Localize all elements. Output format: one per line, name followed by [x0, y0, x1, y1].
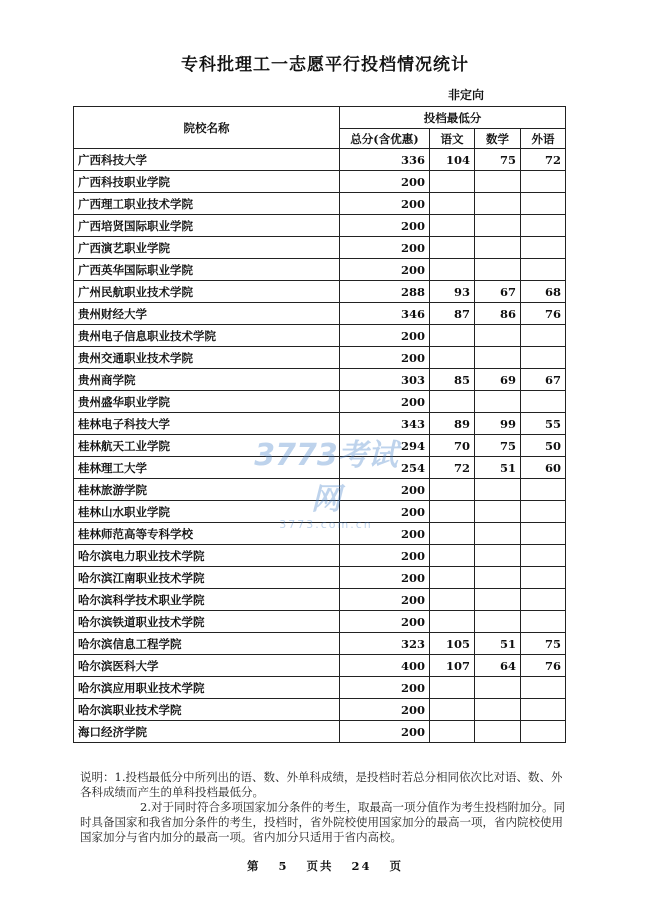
- math-score-cell: 51: [475, 633, 521, 655]
- foreign-score-cell: [521, 391, 566, 413]
- watermark-url: 3773.com.cn: [279, 518, 373, 531]
- total-score-cell: 200: [340, 523, 430, 545]
- total-score-cell: 200: [340, 611, 430, 633]
- footer-total-pages: 24: [351, 859, 372, 873]
- total-score-cell: 200: [340, 325, 430, 347]
- note-1: 说明：1.投档最低分中所列出的语、数、外单科成绩，是投档时若总分相同依次比对语、数、外各科成绩而产生的单科投档最低分。: [80, 770, 563, 799]
- school-name-cell: 贵州盛华职业学院: [74, 391, 340, 413]
- math-score-cell: 75: [475, 435, 521, 457]
- foreign-score-cell: [521, 611, 566, 633]
- chinese-score-cell: [430, 237, 475, 259]
- chinese-score-cell: [430, 589, 475, 611]
- foreign-score-cell: 72: [521, 149, 566, 171]
- school-name-cell: 贵州交通职业技术学院: [74, 347, 340, 369]
- table-row: [74, 391, 566, 413]
- chinese-score-cell: [430, 193, 475, 215]
- foreign-score-cell: [521, 677, 566, 699]
- total-score-cell: 323: [340, 633, 430, 655]
- math-score-cell: [475, 567, 521, 589]
- foreign-score-cell: [521, 347, 566, 369]
- table-row: [74, 545, 566, 567]
- total-score-cell: 336: [340, 149, 430, 171]
- table-row: [74, 193, 566, 215]
- foreign-score-cell: 75: [521, 633, 566, 655]
- table-row: [74, 237, 566, 259]
- total-score-cell: 294: [340, 435, 430, 457]
- chinese-score-cell: [430, 611, 475, 633]
- school-name-cell: 贵州电子信息职业技术学院: [74, 325, 340, 347]
- math-score-cell: 51: [475, 457, 521, 479]
- total-score-cell: 200: [340, 501, 430, 523]
- table-row: [74, 369, 566, 391]
- math-score-cell: [475, 171, 521, 193]
- chinese-score-cell: [430, 325, 475, 347]
- table-row: [74, 699, 566, 721]
- chinese-score-cell: [430, 347, 475, 369]
- foreign-score-cell: [521, 721, 566, 743]
- header-school-name: 院校名称: [74, 107, 340, 149]
- foreign-score-cell: [521, 193, 566, 215]
- school-name-cell: 哈尔滨科学技术职业学院: [74, 589, 340, 611]
- foreign-score-cell: 76: [521, 303, 566, 325]
- foreign-score-cell: [521, 171, 566, 193]
- chinese-score-cell: 89: [430, 413, 475, 435]
- table-row: [74, 611, 566, 633]
- foreign-score-cell: [521, 215, 566, 237]
- chinese-score-cell: [430, 215, 475, 237]
- table-row: [74, 655, 566, 677]
- table-row: [74, 325, 566, 347]
- foreign-score-cell: [521, 523, 566, 545]
- foreign-score-cell: 50: [521, 435, 566, 457]
- math-score-cell: [475, 501, 521, 523]
- foreign-score-cell: [521, 259, 566, 281]
- total-score-cell: 200: [340, 237, 430, 259]
- math-score-cell: 64: [475, 655, 521, 677]
- chinese-score-cell: 72: [430, 457, 475, 479]
- math-score-cell: [475, 721, 521, 743]
- footer-page-number: 5: [278, 859, 289, 873]
- math-score-cell: [475, 589, 521, 611]
- math-score-cell: 69: [475, 369, 521, 391]
- chinese-score-cell: 93: [430, 281, 475, 303]
- school-name-cell: 广州民航职业技术学院: [74, 281, 340, 303]
- school-name-cell: 桂林航天工业学院: [74, 435, 340, 457]
- table-row: [74, 215, 566, 237]
- table-row: [74, 303, 566, 325]
- foreign-score-cell: 67: [521, 369, 566, 391]
- header-foreign: 外语: [521, 129, 566, 149]
- chinese-score-cell: 105: [430, 633, 475, 655]
- chinese-score-cell: [430, 259, 475, 281]
- total-score-cell: 200: [340, 259, 430, 281]
- foreign-score-cell: 55: [521, 413, 566, 435]
- math-score-cell: [475, 215, 521, 237]
- math-score-cell: [475, 325, 521, 347]
- chinese-score-cell: [430, 479, 475, 501]
- total-score-cell: 200: [340, 589, 430, 611]
- chinese-score-cell: [430, 391, 475, 413]
- table-row: [74, 501, 566, 523]
- math-score-cell: 75: [475, 149, 521, 171]
- chinese-score-cell: 87: [430, 303, 475, 325]
- chinese-score-cell: 107: [430, 655, 475, 677]
- footer-prefix: 第: [246, 859, 261, 873]
- table-row: [74, 347, 566, 369]
- footer-suffix: 页: [389, 859, 404, 873]
- total-score-cell: 288: [340, 281, 430, 303]
- math-score-cell: 86: [475, 303, 521, 325]
- table-row: [74, 633, 566, 655]
- table-row: [74, 149, 566, 171]
- math-score-cell: [475, 677, 521, 699]
- chinese-score-cell: [430, 523, 475, 545]
- total-score-cell: 303: [340, 369, 430, 391]
- table-row: [74, 721, 566, 743]
- table-row: [74, 281, 566, 303]
- total-score-cell: 400: [340, 655, 430, 677]
- header-total: 总分(含优惠): [340, 129, 430, 149]
- table-row: [74, 567, 566, 589]
- school-name-cell: 桂林师范高等专科学校: [74, 523, 340, 545]
- chinese-score-cell: [430, 721, 475, 743]
- math-score-cell: 99: [475, 413, 521, 435]
- total-score-cell: 200: [340, 721, 430, 743]
- table-row: [74, 171, 566, 193]
- foreign-score-cell: [521, 501, 566, 523]
- school-name-cell: 哈尔滨江南职业技术学院: [74, 567, 340, 589]
- chinese-score-cell: 104: [430, 149, 475, 171]
- foreign-score-cell: 68: [521, 281, 566, 303]
- notes: [80, 770, 570, 845]
- table-row: [74, 479, 566, 501]
- school-name-cell: 桂林理工大学: [74, 457, 340, 479]
- chinese-score-cell: [430, 171, 475, 193]
- page-footer: [0, 858, 650, 874]
- header-min-score-group: 投档最低分: [340, 107, 566, 129]
- math-score-cell: [475, 545, 521, 567]
- chinese-score-cell: [430, 567, 475, 589]
- school-name-cell: 哈尔滨医科大学: [74, 655, 340, 677]
- school-name-cell: 哈尔滨电力职业技术学院: [74, 545, 340, 567]
- note-2: 2.对于同时符合多项国家加分条件的考生，取最高一项分值作为考生投档附加分。同时具备国家和我省加分条件的考生，投档时，省外院校使用国家加分的最高一项，省内院校使用国家加分与省内加分的最高一项。省内加分只适用于省内高校。: [80, 800, 565, 844]
- table-row: [74, 523, 566, 545]
- total-score-cell: 200: [340, 479, 430, 501]
- foreign-score-cell: 60: [521, 457, 566, 479]
- total-score-cell: 200: [340, 193, 430, 215]
- total-score-cell: 254: [340, 457, 430, 479]
- footer-mid: 页共: [306, 859, 334, 873]
- chinese-score-cell: [430, 545, 475, 567]
- foreign-score-cell: [521, 589, 566, 611]
- school-name-cell: 桂林山水职业学院: [74, 501, 340, 523]
- header-math: 数学: [475, 129, 521, 149]
- math-score-cell: [475, 237, 521, 259]
- school-name-cell: 哈尔滨职业技术学院: [74, 699, 340, 721]
- math-score-cell: [475, 391, 521, 413]
- school-name-cell: 广西英华国际职业学院: [74, 259, 340, 281]
- table-row: [74, 677, 566, 699]
- admission-score-table: [73, 106, 566, 743]
- math-score-cell: [475, 611, 521, 633]
- math-score-cell: [475, 699, 521, 721]
- table-row: [74, 457, 566, 479]
- school-name-cell: 哈尔滨铁道职业技术学院: [74, 611, 340, 633]
- total-score-cell: 200: [340, 699, 430, 721]
- foreign-score-cell: [521, 567, 566, 589]
- chinese-score-cell: 85: [430, 369, 475, 391]
- math-score-cell: [475, 479, 521, 501]
- total-score-cell: 343: [340, 413, 430, 435]
- math-score-cell: [475, 523, 521, 545]
- total-score-cell: 200: [340, 545, 430, 567]
- school-name-cell: 贵州商学院: [74, 369, 340, 391]
- total-score-cell: 200: [340, 567, 430, 589]
- table-row: [74, 589, 566, 611]
- total-score-cell: 200: [340, 171, 430, 193]
- math-score-cell: [475, 259, 521, 281]
- school-name-cell: 广西演艺职业学院: [74, 237, 340, 259]
- school-name-cell: 广西科技大学: [74, 149, 340, 171]
- total-score-cell: 200: [340, 391, 430, 413]
- total-score-cell: 200: [340, 215, 430, 237]
- school-name-cell: 广西理工职业技术学院: [74, 193, 340, 215]
- foreign-score-cell: [521, 479, 566, 501]
- math-score-cell: [475, 347, 521, 369]
- total-score-cell: 200: [340, 347, 430, 369]
- foreign-score-cell: [521, 325, 566, 347]
- school-name-cell: 哈尔滨应用职业技术学院: [74, 677, 340, 699]
- math-score-cell: [475, 193, 521, 215]
- chinese-score-cell: [430, 677, 475, 699]
- table-row: [74, 259, 566, 281]
- foreign-score-cell: [521, 237, 566, 259]
- foreign-score-cell: [521, 699, 566, 721]
- watermark-brand: 3773考试网: [254, 438, 398, 517]
- school-name-cell: 桂林旅游学院: [74, 479, 340, 501]
- table-row: [74, 435, 566, 457]
- header-chinese: 语文: [430, 129, 475, 149]
- total-score-cell: 200: [340, 677, 430, 699]
- foreign-score-cell: [521, 545, 566, 567]
- chinese-score-cell: 70: [430, 435, 475, 457]
- page-title: 专科批理工一志愿平行投档情况统计: [181, 55, 469, 75]
- chinese-score-cell: [430, 699, 475, 721]
- total-score-cell: 346: [340, 303, 430, 325]
- foreign-score-cell: 76: [521, 655, 566, 677]
- school-name-cell: 贵州财经大学: [74, 303, 340, 325]
- table-row: [74, 413, 566, 435]
- school-name-cell: 广西培贤国际职业学院: [74, 215, 340, 237]
- school-name-cell: 海口经济学院: [74, 721, 340, 743]
- chinese-score-cell: [430, 501, 475, 523]
- math-score-cell: 67: [475, 281, 521, 303]
- school-name-cell: 哈尔滨信息工程学院: [74, 633, 340, 655]
- page-subtitle: 非定向: [448, 88, 485, 102]
- school-name-cell: 广西科技职业学院: [74, 171, 340, 193]
- school-name-cell: 桂林电子科技大学: [74, 413, 340, 435]
